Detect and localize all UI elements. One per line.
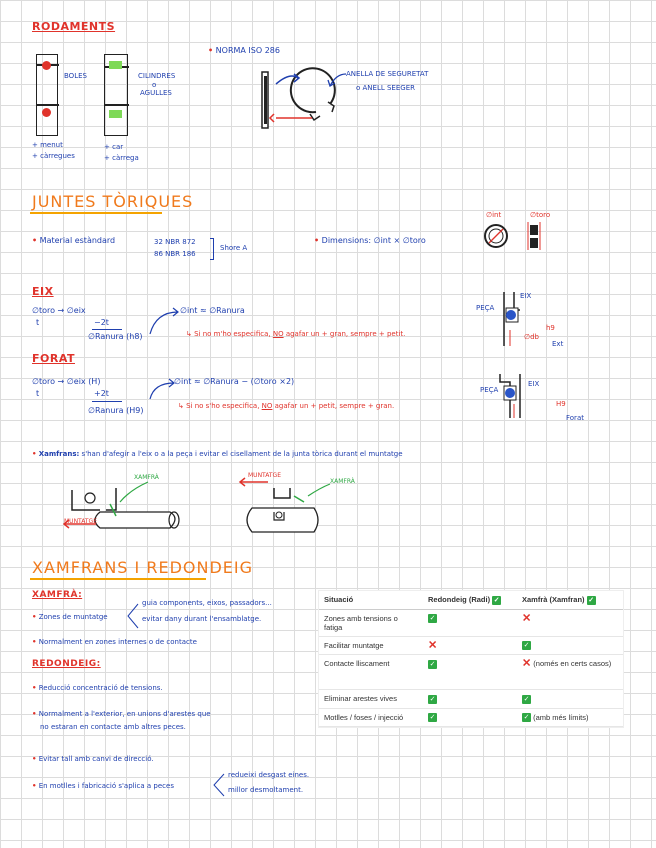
chamfer-drawing-1 — [60, 468, 200, 538]
zones-muntatge: • Zones de muntatge — [32, 613, 108, 621]
cell-redondeig — [423, 655, 517, 689]
cell-situacio: Motlles / foses / injecció — [324, 712, 404, 722]
eix-title: EIX — [32, 285, 54, 298]
cell-situacio: Contacte lliscament — [324, 659, 390, 669]
cell-note: (només en certs casos) — [531, 659, 612, 669]
cell-redondeig — [423, 610, 517, 636]
cell-redondeig — [423, 637, 517, 655]
check-icon: ✓ — [523, 714, 530, 722]
left-note-1: + menut — [32, 141, 63, 149]
motlles: • En motlles i fabricació s'aplica a peces — [32, 782, 174, 790]
oring-drawing — [484, 220, 570, 252]
rodaments-title: RODAMENTS — [32, 20, 116, 33]
left-note-2: + càrregues — [32, 152, 75, 160]
cilindres-label: CILINDRES — [138, 72, 176, 80]
cell-xamfra — [517, 637, 623, 655]
cross-icon: ✕ — [522, 612, 532, 625]
forat-eix-label: EIX — [528, 380, 540, 388]
table-row — [319, 610, 623, 637]
muntatge-label-2: MUNTATGE — [248, 472, 281, 479]
cross-icon: ✕ — [428, 639, 438, 652]
normal-2a: • Normalment a l'exterior, en unions d'arestes que — [32, 710, 211, 718]
forat-title: FORAT — [32, 352, 75, 365]
evitar: • Evitar tall amb canvi de direcció. — [32, 755, 154, 763]
eix-t: t — [36, 318, 40, 327]
forat-note: ↳ Si no s'ho especifica, NO agafar un + petit, sempre + gran. — [178, 402, 395, 410]
header-situacio: Situació — [324, 595, 354, 604]
eix-note: ↳ Si no m'ho especifica, NO agafar un + gran, sempre + petit. — [186, 330, 406, 338]
o-label: o — [152, 81, 157, 89]
cell-xamfra — [517, 690, 623, 708]
table-row — [319, 690, 623, 709]
cell-redondeig — [423, 709, 517, 727]
forat-ext: Forat — [566, 414, 584, 422]
cell-xamfra — [517, 709, 623, 727]
anell-seguretat: ANELLA DE SEGURETAT — [346, 70, 429, 78]
anell-seeger: o ANELL SEEGER — [356, 84, 415, 92]
eix-minus2t: −2t — [94, 318, 109, 327]
normal-2b: no estaran en contacte amb altres peces. — [40, 723, 186, 731]
forat-h9: H9 — [556, 400, 566, 408]
check-icon: ✓ — [523, 642, 530, 650]
forat-peca: PEÇA — [480, 386, 499, 394]
xamfra-head: XAMFRÀ: — [32, 590, 83, 600]
cell-xamfra — [517, 610, 623, 636]
brace1-b: evitar dany durant l'ensamblatge. — [142, 615, 262, 623]
forat-ranura: ∅Ranura (H9) — [88, 406, 144, 415]
check-icon: ✓ — [493, 596, 500, 604]
brace1-a: guia components, eixos, passadors... — [142, 599, 272, 607]
eix-ranura: ∅Ranura (h8) — [88, 332, 143, 341]
xamfrans-underline — [30, 578, 206, 580]
juntes-title: JUNTES TÒRIQUES — [32, 192, 194, 211]
boles-label: BOLES — [64, 72, 87, 80]
xamfrans-title: XAMFRANS I REDONDEIG — [32, 558, 253, 577]
eix-db: ∅db — [524, 333, 539, 341]
eix-toro: ∅toro → ∅eix — [32, 306, 86, 315]
eix-groove-drawing — [474, 290, 544, 360]
cell-situacio: Eliminar arestes vives — [324, 694, 397, 704]
forat-toro: ∅toro → ∅eix (H) — [32, 377, 101, 386]
table-row — [319, 709, 623, 728]
right-note-2: + càrrega — [104, 154, 139, 162]
cell-xamfra — [517, 655, 623, 689]
redondeig-head: REDONDEIG: — [32, 659, 101, 669]
check-icon: ✓ — [429, 714, 436, 722]
forat-plus2t: +2t — [94, 389, 109, 398]
check-icon: ✓ — [429, 615, 436, 623]
header-redondeig: Redondeig (Radi) ✓ — [428, 595, 500, 604]
brace2-a: redueixi desgast eines. — [228, 771, 310, 779]
juntes-underline — [30, 212, 162, 214]
agulles-label: AGULLES — [140, 89, 172, 97]
comparison-table — [318, 590, 624, 728]
material-brace — [210, 238, 214, 260]
check-icon: ✓ — [523, 695, 530, 703]
table-row — [319, 637, 623, 656]
material-1: 32 NBR 872 — [154, 238, 196, 246]
forat-int: ∅int ≈ ∅Ranura − (∅toro ×2) — [174, 377, 295, 386]
header-xamfra: Xamfrà (Xamfran) ✓ — [522, 595, 595, 604]
xamfra-label-1: XAMFRÀ — [134, 474, 159, 481]
material-2: 86 NBR 186 — [154, 250, 196, 258]
check-icon: ✓ — [429, 695, 436, 703]
forat-t: t — [36, 389, 40, 398]
muntatge-label-1: MUNTATGE — [64, 518, 97, 525]
brace2-b: millor desmoltament. — [228, 786, 304, 794]
check-icon: ✓ — [588, 596, 595, 604]
cell-redondeig — [423, 690, 517, 708]
cell-note: (amb més límits) — [531, 712, 589, 722]
material-estandard: • Material estàndard — [32, 236, 116, 245]
norma-iso: • NORMA ISO 286 — [208, 46, 280, 55]
eix-peca: PEÇA — [476, 304, 495, 312]
xamfra-label-2: XAMFRÀ — [330, 478, 355, 485]
reduccio: • Reducció concentració de tensions. — [32, 684, 163, 692]
table-body — [319, 610, 623, 728]
int-label: ∅int — [486, 211, 502, 219]
eix-h9: h9 — [546, 324, 555, 332]
eix-eix-label: EIX — [520, 292, 532, 300]
cross-icon: ✕ — [522, 657, 532, 670]
shore-a: Shore A — [220, 244, 248, 252]
eix-ext: Ext — [552, 340, 564, 348]
table-row — [319, 655, 623, 690]
dimensions: • Dimensions: ∅int × ∅toro — [314, 236, 426, 245]
eix-int: ∅int ≈ ∅Ranura — [180, 306, 245, 315]
check-icon: ✓ — [429, 660, 436, 668]
cell-situacio: Facilitar muntatge — [324, 640, 384, 650]
xamfrans-note: • Xamfrans: s'han d'afegir a l'eix o a la peça i evitar el cisellament de la junta tòrica durant el muntatge — [32, 450, 403, 458]
eix-arrow — [148, 306, 182, 336]
cell-situacio: Zones amb tensions o fatiga — [324, 613, 398, 632]
brace-2 — [212, 772, 226, 798]
forat-groove-drawing — [480, 372, 550, 422]
table-header — [319, 591, 623, 610]
normal-1: • Normalment en zones internes o de contacte — [32, 638, 197, 646]
right-note-1: + car — [104, 143, 124, 151]
toro-label: ∅toro — [530, 211, 551, 219]
brace-1 — [126, 602, 140, 630]
